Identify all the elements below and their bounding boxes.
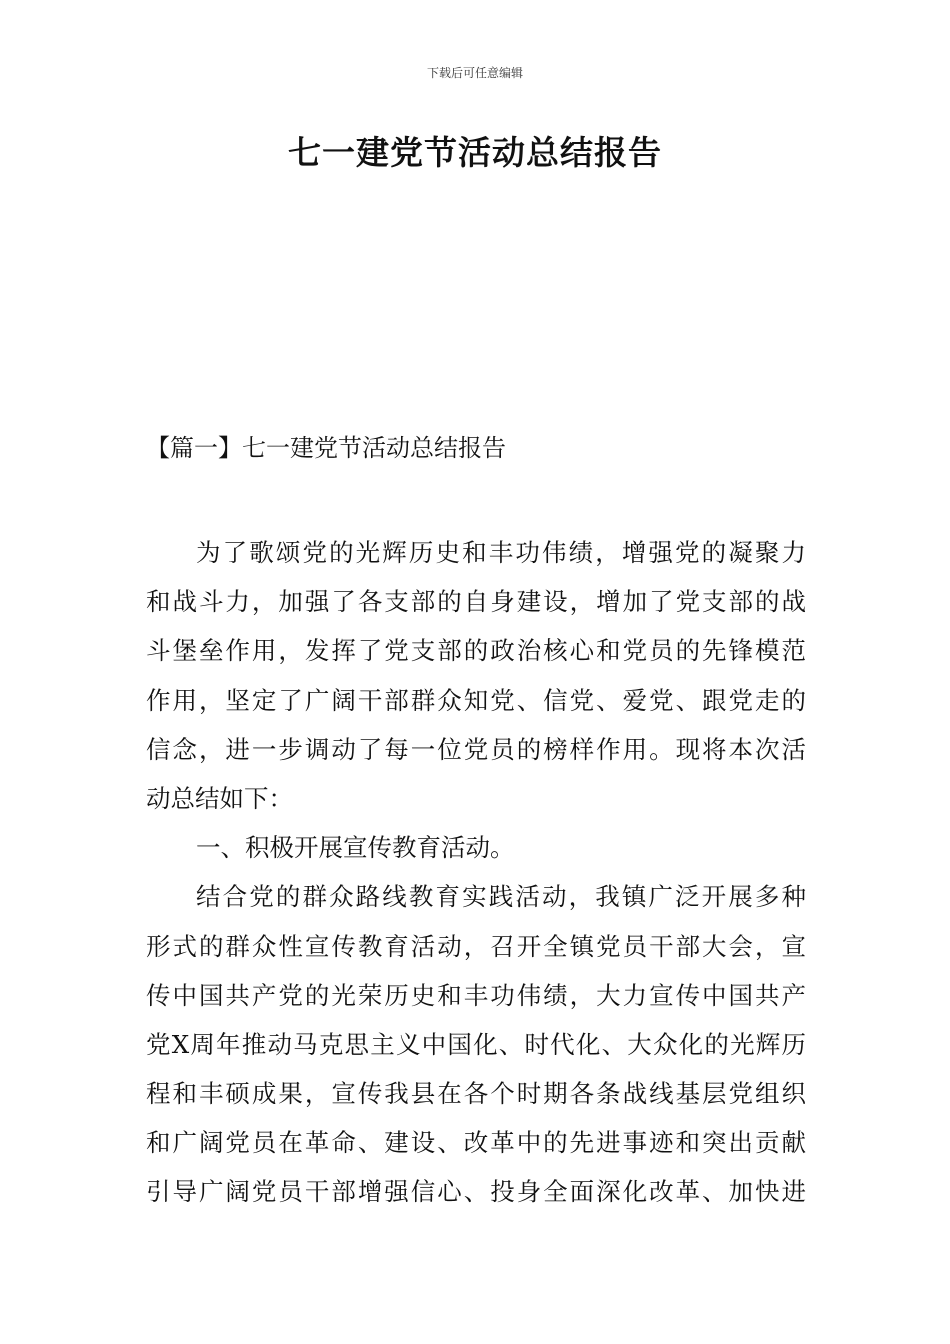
document-title: 七一建党节活动总结报告 — [288, 133, 662, 172]
body-text — [146, 528, 806, 1217]
header-note: 下载后可任意编辑 — [426, 66, 523, 80]
paragraph-line: 程和丰硕成果，宣传我县在各个时期各条战线基层党组织 — [146, 1079, 806, 1109]
paragraph-line: 信念，进一步调动了每一位党员的榜样作用。现将本次活 — [146, 734, 806, 764]
paragraph-line: 党X周年推动马克思主义中国化、时代化、大众化的光辉历 — [146, 1029, 806, 1059]
subsection-heading: 一、积极开展宣传教育活动。 — [196, 833, 515, 863]
paragraph-line: 结合党的群众路线教育实践活动，我镇广泛开展多种 — [196, 882, 806, 912]
paragraph-line: 斗堡垒作用，发挥了党支部的政治核心和党员的先锋模范 — [146, 636, 806, 666]
paragraph-line: 形式的群众性宣传教育活动，召开全镇党员干部大会，宣 — [146, 931, 806, 961]
paragraph-line: 引导广阔党员干部增强信心、投身全面深化改革、加快进 — [146, 1177, 806, 1207]
paragraph-line: 动总结如下： — [146, 783, 293, 813]
paragraph-line: 和战斗力，加强了各支部的自身建设，增加了党支部的战 — [146, 587, 806, 617]
section-heading: 【篇一】七一建党节活动总结报告 — [146, 434, 506, 462]
paragraph-line: 传中国共产党的光荣历史和丰功伟绩，大力宣传中国共产 — [146, 980, 806, 1010]
paragraph-line: 为了歌颂党的光辉历史和丰功伟绩，增强党的凝聚力 — [196, 538, 806, 567]
paragraph-line: 作用，坚定了广阔干部群众知党、信党、爱党、跟党走的 — [146, 685, 806, 715]
paragraph-line: 和广阔党员在革命、建设、改革中的先进事迹和突出贡献 — [146, 1128, 806, 1158]
